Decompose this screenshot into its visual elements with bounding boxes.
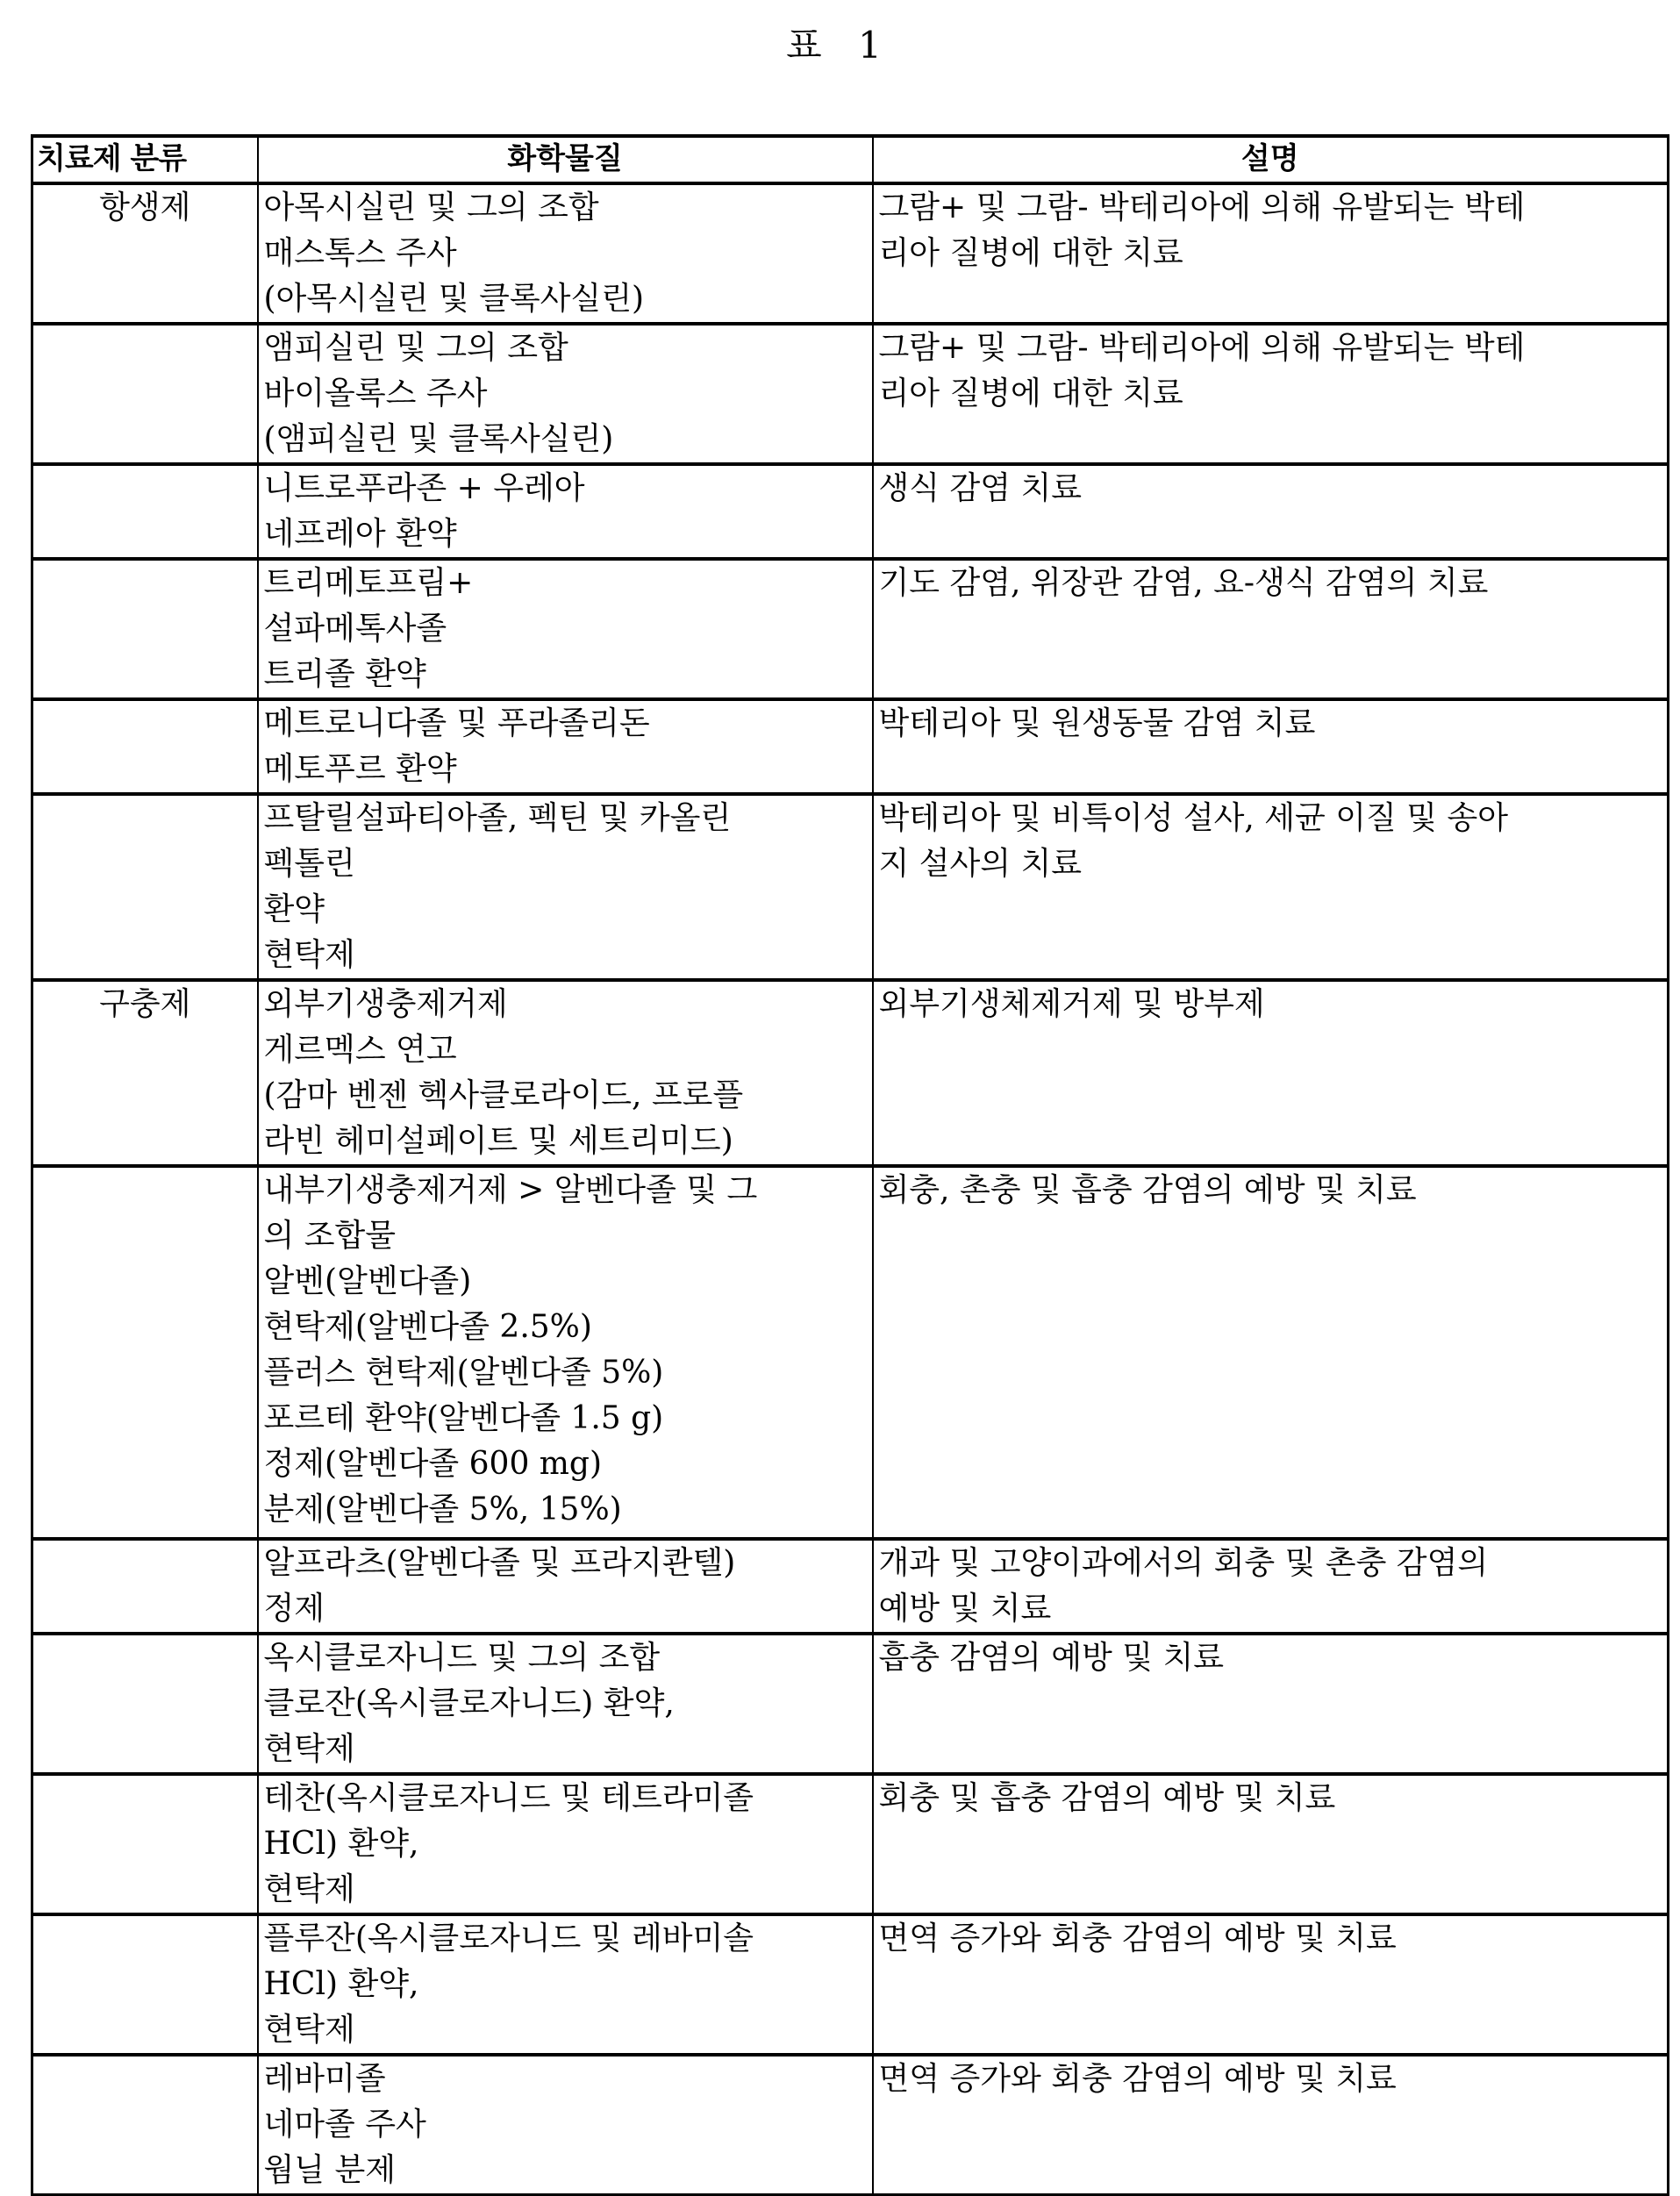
table-row	[32, 324, 1669, 464]
description-cell	[873, 699, 1669, 794]
description-line: 개과 및 고양이과에서의 회충 및 촌충 감염의	[878, 1545, 1489, 1581]
table-row	[32, 1774, 1669, 1914]
chemical-line: 네프레아 환약	[263, 516, 457, 552]
chemical-cell	[258, 699, 873, 794]
description-line: 지 설사의 치료	[878, 846, 1083, 882]
chemical-line: 매스톡스 주사	[263, 235, 457, 271]
description-line: 박테리아 및 비특이성 설사, 세균 이질 및 송아	[878, 800, 1509, 836]
category-cell	[32, 1774, 258, 1914]
chemical-line: 트리메토프림+	[263, 565, 474, 601]
chemical-cell	[258, 1539, 873, 1634]
chemical-line: 설파메톡사졸	[263, 611, 447, 647]
description-line: 기도 감염, 위장관 감염, 요-생식 감염의 치료	[878, 565, 1489, 601]
description-line: 리아 질병에 대한 치료	[878, 235, 1183, 271]
chemical-line: (아목시실린 및 클록사실린)	[263, 281, 645, 317]
header-category: 치료제 분류	[32, 136, 258, 183]
chemical-line: (감마 벤젠 헥사클로라이드, 프로플	[263, 1077, 744, 1113]
table-row	[32, 464, 1669, 559]
category-cell	[32, 699, 258, 794]
description-cell	[873, 559, 1669, 699]
table-row	[32, 1539, 1669, 1634]
description-line: 그람+ 및 그람- 박테리아에 의해 유발되는 박테	[878, 190, 1526, 225]
chemical-line: 알벤(알벤다졸)	[263, 1263, 472, 1299]
description-line: 박테리아 및 원생동물 감염 치료	[878, 705, 1316, 741]
header-description: 설명	[873, 136, 1669, 183]
description-cell	[873, 1634, 1669, 1774]
chemical-cell	[258, 324, 873, 464]
description-cell	[873, 1774, 1669, 1914]
chemical-line: 포르테 환약(알벤다졸 1.5 g)	[263, 1400, 664, 1436]
description-line: 회충, 촌충 및 흡충 감염의 예방 및 치료	[878, 1172, 1417, 1208]
description-cell	[873, 183, 1669, 324]
chemical-line: 옥시클로자니드 및 그의 조합	[263, 1640, 661, 1676]
chemical-line: 레바미졸	[263, 2061, 386, 2097]
table-body	[32, 183, 1669, 2195]
chemical-line: 프탈릴설파티아졸, 펙틴 및 카올린	[263, 800, 732, 836]
chemical-line: HCl) 환약,	[263, 1826, 419, 1862]
chemical-line: HCl) 환약,	[263, 1966, 419, 2002]
chemical-line: 네마졸 주사	[263, 2107, 426, 2142]
category-cell	[32, 324, 258, 464]
chemical-line: 게르멕스 연고	[263, 1032, 457, 1068]
category-cell	[32, 2055, 258, 2195]
chemical-line: 정제	[263, 1591, 325, 1627]
description-line: 회충 및 흡충 감염의 예방 및 치료	[878, 1780, 1336, 1816]
category-cell	[32, 1634, 258, 1774]
table-row	[32, 699, 1669, 794]
chemical-line: 펙톨린	[263, 846, 355, 882]
description-line: 예방 및 치료	[878, 1591, 1052, 1627]
description-cell	[873, 1166, 1669, 1539]
description-cell	[873, 2055, 1669, 2195]
category-cell: 구충제	[32, 980, 258, 1166]
header-row	[32, 136, 1669, 183]
category-cell	[32, 1539, 258, 1634]
description-line: 흡충 감염의 예방 및 치료	[878, 1640, 1225, 1676]
chemical-cell	[258, 1634, 873, 1774]
description-cell	[873, 794, 1669, 980]
chemical-line: 웜닐 분제	[263, 2152, 397, 2188]
table-row	[32, 559, 1669, 699]
table-row	[32, 794, 1669, 980]
chemical-line: 플루잔(옥시클로자니드 및 레바미솔	[263, 1921, 754, 1956]
chemical-line: 현탁제	[263, 1731, 355, 1767]
chemical-line: 클로잔(옥시클로자니드) 환약,	[263, 1685, 675, 1721]
chemical-line: 메토푸르 환약	[263, 751, 457, 787]
chemical-line: 정제(알벤다졸 600 mg)	[263, 1446, 603, 1482]
chemical-cell	[258, 464, 873, 559]
chemical-line: 현탁제	[263, 2012, 355, 2048]
chemical-line: 테찬(옥시클로자니드 및 테트라미졸	[263, 1780, 754, 1816]
description-line: 면역 증가와 회충 감염의 예방 및 치료	[878, 1921, 1397, 1956]
treatment-table	[31, 134, 1669, 2196]
chemical-line: (앰피실린 및 클록사실린)	[263, 421, 614, 457]
chemical-line: 메트로니다졸 및 푸라졸리돈	[263, 705, 650, 741]
chemical-cell	[258, 980, 873, 1166]
header-chemical: 화학물질	[258, 136, 873, 183]
category-cell	[32, 794, 258, 980]
description-line: 면역 증가와 회충 감염의 예방 및 치료	[878, 2061, 1397, 2097]
description-cell	[873, 1914, 1669, 2055]
category-cell	[32, 559, 258, 699]
table-row	[32, 980, 1669, 1166]
table-row	[32, 1914, 1669, 2055]
chemical-line: 바이올록스 주사	[263, 376, 488, 411]
category-cell	[32, 1166, 258, 1539]
chemical-line: 현탁제	[263, 1871, 355, 1907]
description-line: 그람+ 및 그람- 박테리아에 의해 유발되는 박테	[878, 330, 1526, 366]
chemical-line: 내부기생충제거제 > 알벤다졸 및 그	[263, 1172, 758, 1208]
table-row	[32, 1166, 1669, 1539]
description-cell	[873, 1539, 1669, 1634]
chemical-line: 플러스 현탁제(알벤다졸 5%)	[263, 1355, 664, 1391]
chemical-cell	[258, 1166, 873, 1539]
chemical-line: 앰피실린 및 그의 조합	[263, 330, 568, 366]
description-line: 리아 질병에 대한 치료	[878, 376, 1183, 411]
chemical-line: 현탁제(알벤다졸 2.5%)	[263, 1309, 592, 1345]
description-line: 외부기생체제거제 및 방부제	[878, 986, 1265, 1022]
chemical-line: 분제(알벤다졸 5%, 15%)	[263, 1491, 622, 1527]
chemical-line: 환약	[263, 891, 325, 927]
chemical-line: 아목시실린 및 그의 조합	[263, 190, 599, 225]
description-cell	[873, 980, 1669, 1166]
table-row	[32, 1634, 1669, 1774]
description-cell	[873, 324, 1669, 464]
category-cell: 항생제	[32, 183, 258, 324]
chemical-cell	[258, 559, 873, 699]
table-title: 표 1	[786, 24, 894, 67]
chemical-cell	[258, 183, 873, 324]
chemical-line: 현탁제	[263, 937, 355, 973]
chemical-cell	[258, 2055, 873, 2195]
chemical-line: 알프라츠(알벤다졸 및 프라지콴텔)	[263, 1545, 736, 1581]
chemical-cell	[258, 794, 873, 980]
table-row	[32, 183, 1669, 324]
category-cell	[32, 1914, 258, 2055]
chemical-line: 트리졸 환약	[263, 656, 426, 692]
chemical-cell	[258, 1774, 873, 1914]
table-row	[32, 2055, 1669, 2195]
chemical-line: 외부기생충제거제	[263, 986, 508, 1022]
description-cell	[873, 464, 1669, 559]
chemical-line: 니트로푸라존 + 우레아	[263, 470, 585, 506]
chemical-cell	[258, 1914, 873, 2055]
description-line: 생식 감염 치료	[878, 470, 1083, 506]
category-cell	[32, 464, 258, 559]
chemical-line: 라빈 헤미설페이트 및 세트리미드)	[263, 1123, 733, 1159]
chemical-line: 의 조합물	[263, 1218, 397, 1254]
